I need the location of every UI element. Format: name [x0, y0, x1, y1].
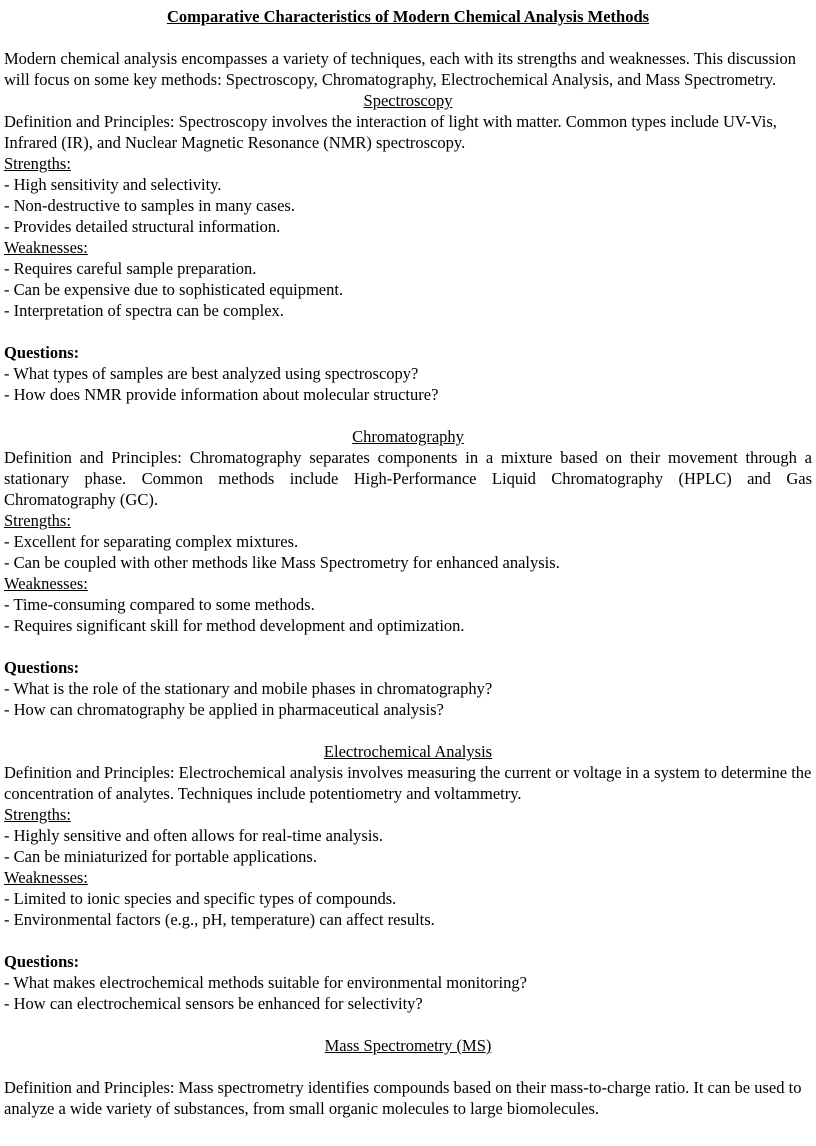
- list-item: - What types of samples are best analyzed using spectroscopy?: [4, 363, 812, 384]
- list-item: - How does NMR provide information about molecular structure?: [4, 384, 812, 405]
- list-item: - Can be coupled with other methods like Mass Spectrometry for enhanced analysis.: [4, 552, 812, 573]
- list-item: - Limited to ionic species and specific types of compounds.: [4, 888, 812, 909]
- definition-paragraph: Definition and Principles: Mass spectrometry identifies compounds based on their mass-to-charge ratio. It can be used to analyze a wide variety of substances, from small organic molecules to large biomolecules.: [4, 1078, 802, 1118]
- list-item: - What is the role of the stationary and mobile phases in chromatography?: [4, 678, 812, 699]
- strengths-heading: Strengths:: [4, 805, 71, 824]
- list-item: - How can chromatography be applied in pharmaceutical analysis?: [4, 699, 812, 720]
- questions-heading: Questions:: [4, 343, 80, 362]
- list-item: - What makes electrochemical methods suitable for environmental monitoring?: [4, 972, 812, 993]
- list-item: - Excellent for separating complex mixtures.: [4, 531, 812, 552]
- definition-paragraph: Definition and Principles: Spectroscopy involves the interaction of light with matter. Common types include UV-Vis, Infrared (IR), and Nuclear Magnetic Resonance (NMR) spectroscopy.: [4, 112, 777, 152]
- list-item: - Requires significant skill for method development and optimization.: [4, 615, 812, 636]
- weaknesses-heading: Weaknesses:: [4, 238, 88, 257]
- intro-paragraph: Modern chemical analysis encompasses a variety of techniques, each with its strengths and weaknesses. This discussion will focus on some key methods: Spectroscopy, Chromatography, Electrochemical Analysis, and Mass Spectrometry.: [4, 49, 796, 89]
- weaknesses-list: [4, 888, 812, 930]
- list-item: - Highly sensitive and often allows for real-time analysis.: [4, 825, 812, 846]
- strengths-list: [4, 174, 812, 237]
- questions-list: [4, 363, 812, 405]
- list-item: - Can be miniaturized for portable applications.: [4, 846, 812, 867]
- strengths-heading: Strengths:: [4, 511, 71, 530]
- weaknesses-heading: Weaknesses:: [4, 574, 88, 593]
- section-heading: Electrochemical Analysis: [323, 742, 493, 761]
- list-item: - High sensitivity and selectivity.: [4, 174, 812, 195]
- list-item: - Environmental factors (e.g., pH, temperature) can affect results.: [4, 909, 812, 930]
- section-heading: Chromatography: [352, 427, 464, 446]
- section-chromatography: [4, 426, 812, 720]
- list-item: - How can electrochemical sensors be enhanced for selectivity?: [4, 993, 812, 1014]
- section-heading: Spectroscopy: [363, 91, 453, 110]
- list-item: - Time-consuming compared to some methods.: [4, 594, 812, 615]
- list-item: - Requires careful sample preparation.: [4, 258, 812, 279]
- definition-paragraph: Definition and Principles: Chromatography separates components in a mixture based on their movement through a stationary phase. Common methods include High-Performance Liquid Chromatography (HPLC) and Gas Chromatography (GC).: [4, 448, 812, 509]
- questions-list: [4, 678, 812, 720]
- list-item: - Interpretation of spectra can be complex.: [4, 300, 812, 321]
- weaknesses-list: [4, 258, 812, 321]
- strengths-list: [4, 531, 812, 573]
- questions-heading: Questions:: [4, 658, 80, 677]
- document-title: Comparative Characteristics of Modern Chemical Analysis Methods: [166, 7, 650, 26]
- strengths-list: [4, 825, 812, 867]
- strengths-heading: Strengths:: [4, 154, 71, 173]
- list-item: - Provides detailed structural information.: [4, 216, 812, 237]
- weaknesses-heading: Weaknesses:: [4, 868, 88, 887]
- questions-heading: Questions:: [4, 952, 80, 971]
- weaknesses-list: [4, 594, 812, 636]
- section-mass-spectrometry: [4, 1035, 812, 1119]
- list-item: - Non-destructive to samples in many cases.: [4, 195, 812, 216]
- definition-paragraph: Definition and Principles: Electrochemical analysis involves measuring the current or voltage in a system to determine the concentration of analytes. Techniques include potentiometry and voltammetry.: [4, 763, 812, 803]
- list-item: - Can be expensive due to sophisticated equipment.: [4, 279, 812, 300]
- section-heading: Mass Spectrometry (MS): [324, 1036, 492, 1055]
- section-spectroscopy: [4, 90, 812, 405]
- section-electrochemical: [4, 741, 812, 1014]
- questions-list: [4, 972, 812, 1014]
